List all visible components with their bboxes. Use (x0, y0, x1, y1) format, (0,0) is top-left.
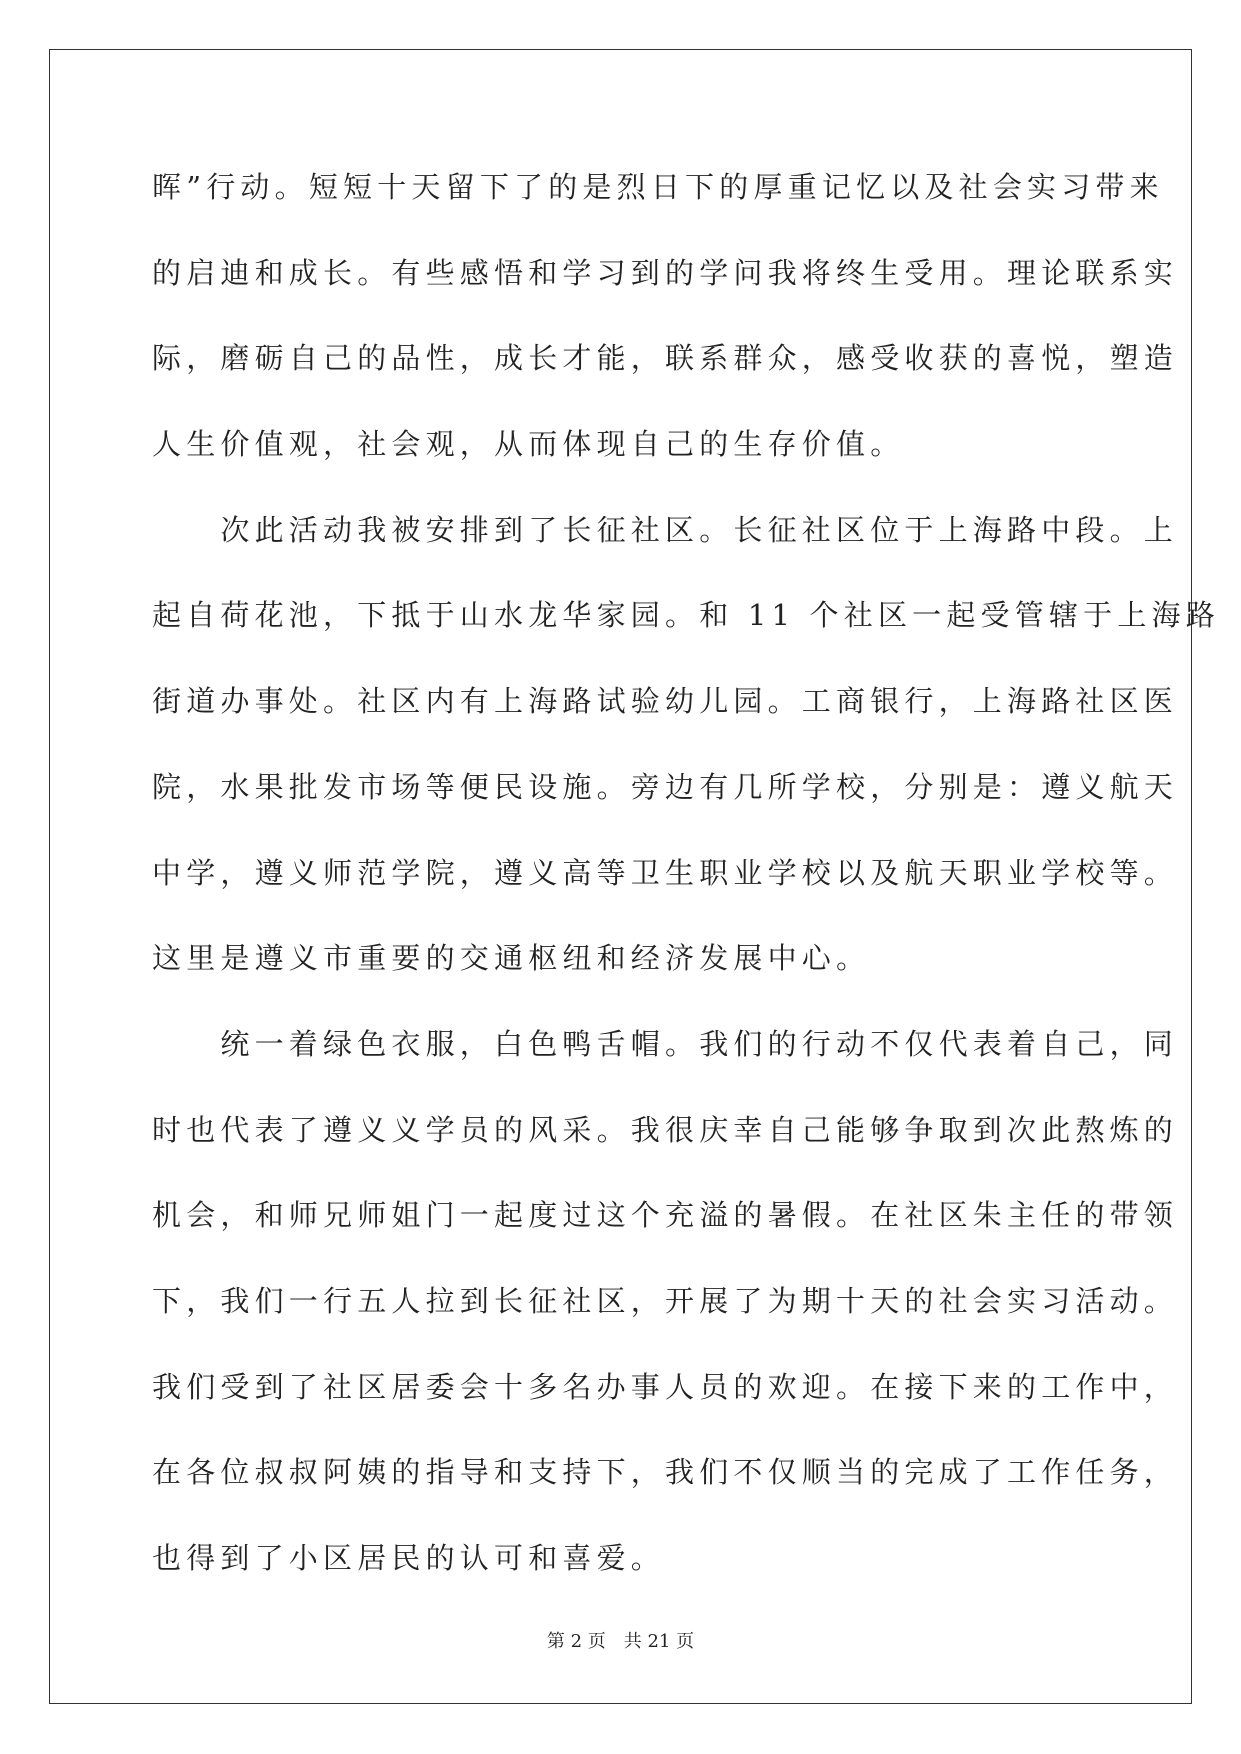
text-line: 在各位叔叔阿姨的指导和支持下，我们不仅顺当的完成了工作任务， (152, 1455, 1179, 1490)
paragraph (152, 500, 1220, 1014)
text-line: 时也代表了遵义义学员的风采。我很庆幸自己能够争取到次此熬炼的 (152, 1112, 1179, 1147)
text-line: 下，我们一行五人拉到长征社区，开展了为期十天的社会实习活动。 (152, 1283, 1179, 1318)
text-line: 人生价值观，社会观，从而体现自己的生存价值。 (152, 427, 905, 462)
text-line: 中学，遵义师范学院，遵义高等卫生职业学校以及航天职业学校等。 (152, 855, 1179, 890)
page-total: 共 21 页 (623, 1631, 695, 1652)
page-number: 第 2 页 (546, 1631, 606, 1652)
text-line: 机会，和师兄师姐门一起度过这个充溢的暑假。在社区朱主任的带领 (152, 1198, 1179, 1233)
text-line: 统一着绿色衣服，白色鸭舌帽。我们的行动不仅代表着自己，同 (152, 1026, 1179, 1061)
text-line: 这里是遵义市重要的交通枢纽和经济发展中心。 (152, 941, 871, 976)
text-line: 起自荷花池，下抵于山水龙华家园。和 11 个社区一起受管辖于上海路 (152, 598, 1220, 633)
page-footer (0, 1627, 1241, 1653)
text-line: 街道办事处。社区内有上海路试验幼儿园。工商银行，上海路社区医 (152, 684, 1179, 719)
text-line: 晖”行动。短短十天留下了的是烈日下的厚重记忆以及社会实习带来 (152, 170, 1164, 204)
text-line: 我们受到了社区居委会十多名办事人员的欢迎。在接下来的工作中， (152, 1369, 1179, 1404)
text-line: 际，磨砺自己的品性，成长才能，联系群众，感受收获的喜悦，塑造 (152, 341, 1179, 376)
paragraph (152, 1014, 1179, 1614)
text-line: 也得到了小区居民的认可和喜爱。 (152, 1541, 666, 1575)
text-line: 院，水果批发市场等便民设施。旁边有几所学校，分别是：遵义航天 (152, 769, 1179, 804)
text-line: 次此活动我被安排到了长征社区。长征社区位于上海路中段。上 (152, 512, 1179, 547)
text-line: 的启迪和成长。有些感悟和学习到的学问我将终生受用。理论联系实 (152, 255, 1179, 290)
document-body (152, 157, 1220, 1614)
paragraph (152, 157, 1179, 500)
